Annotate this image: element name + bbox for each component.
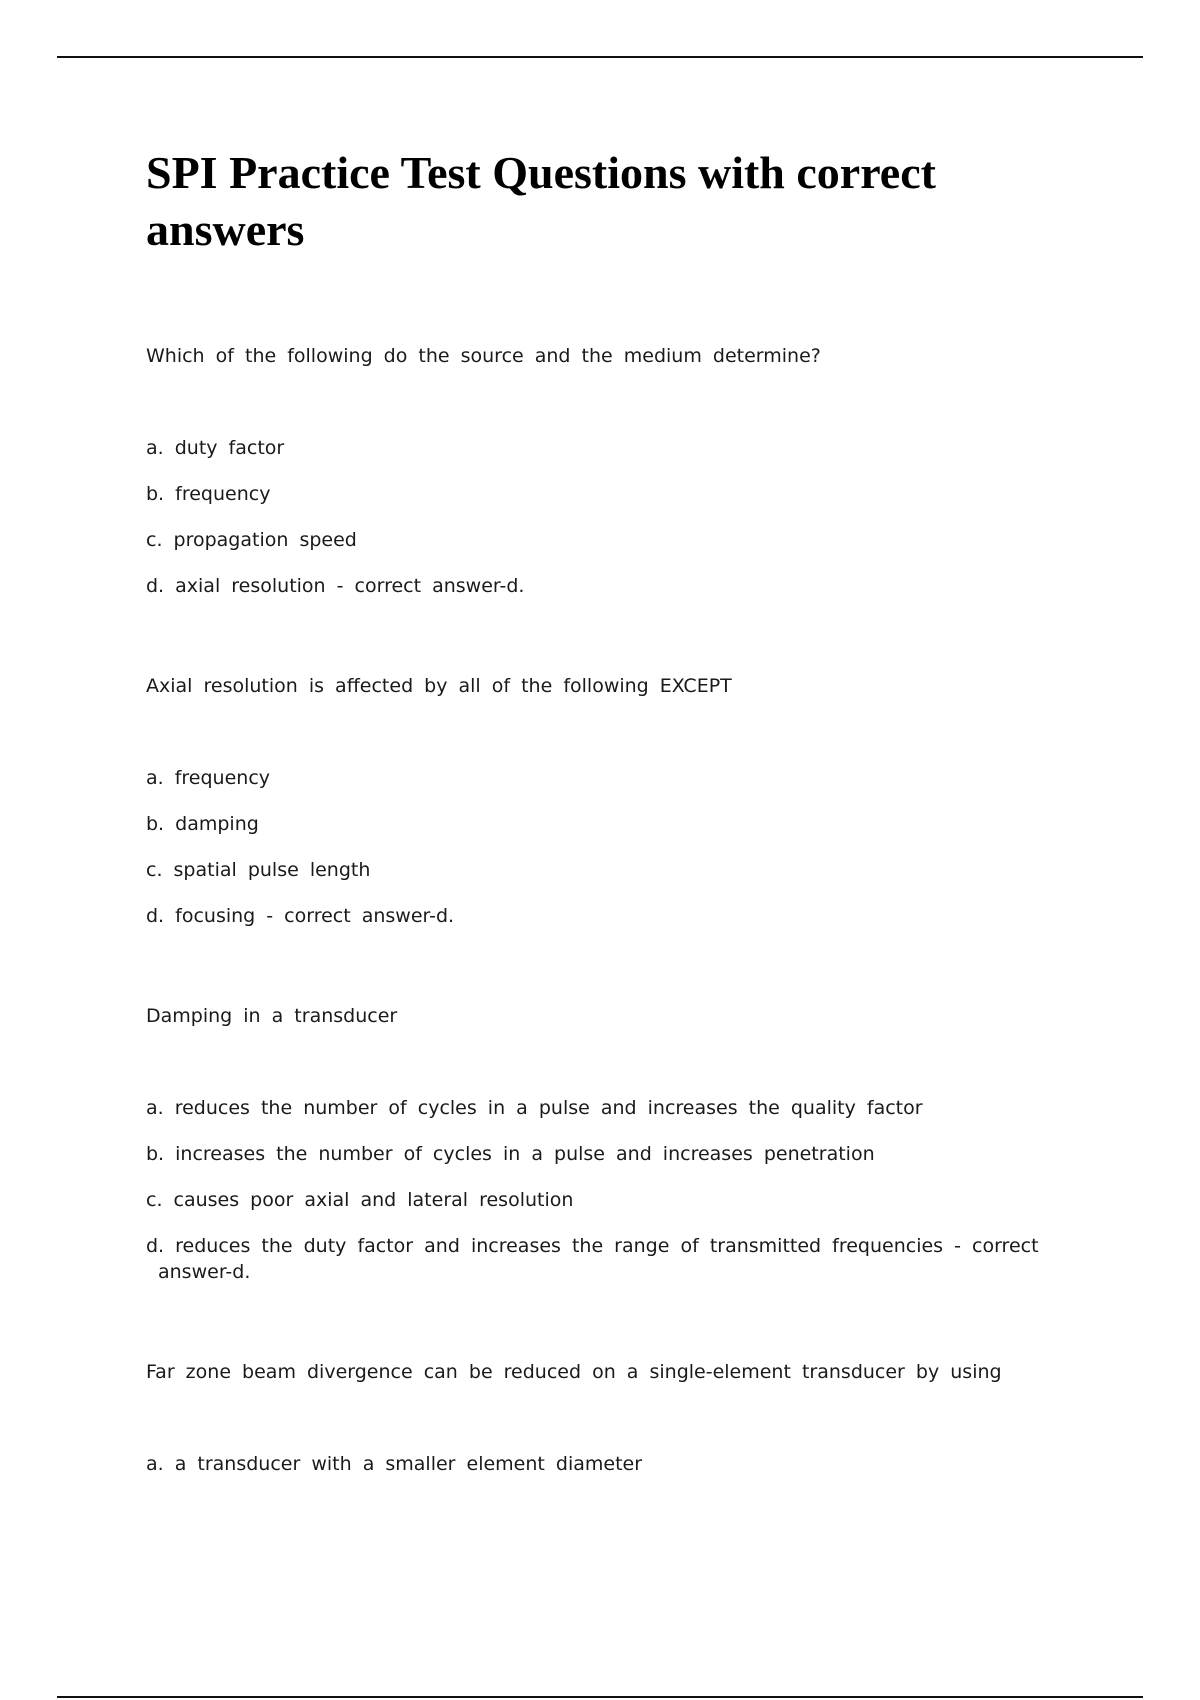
option-b: b. increases the number of cycles in a pulse and increases penetration: [146, 1143, 875, 1165]
title-line-1: SPI Practice Test Questions with correct: [146, 147, 936, 198]
option-d: d. focusing - correct answer-d.: [146, 905, 455, 927]
question-block-4: [146, 1360, 1046, 1477]
question-text: Which of the following do the source and the medium determine?: [146, 345, 821, 367]
option-d: [146, 1233, 1046, 1285]
bottom-rule: [57, 1696, 1143, 1698]
option-d-line-1: d. reduces the duty factor and increases the range of transmitted frequencies - correct: [146, 1235, 1039, 1257]
question-block-3: [146, 1004, 1046, 1285]
title-line-2: answers: [146, 204, 305, 255]
option-b: b. frequency: [146, 483, 271, 505]
top-rule: [57, 56, 1143, 58]
question-block-1: [146, 344, 1046, 599]
option-d: d. axial resolution - correct answer-d.: [146, 575, 525, 597]
option-a: a. a transducer with a smaller element diameter: [146, 1453, 643, 1475]
question-text: Far zone beam divergence can be reduced on a single-element transducer by using: [146, 1361, 1002, 1383]
option-b: b. damping: [146, 813, 259, 835]
document-title: [146, 144, 1046, 258]
option-a: a. reduces the number of cycles in a pulse and increases the quality factor: [146, 1097, 923, 1119]
option-c: c. causes poor axial and lateral resolution: [146, 1189, 574, 1211]
question-text: Axial resolution is affected by all of the following EXCEPT: [146, 675, 732, 697]
option-c: c. spatial pulse length: [146, 859, 371, 881]
question-block-2: [146, 674, 1046, 929]
document-body: [146, 144, 1046, 1497]
option-a: a. duty factor: [146, 437, 285, 459]
option-c: c. propagation speed: [146, 529, 357, 551]
option-d-line-2: answer-d.: [158, 1261, 251, 1283]
option-a: a. frequency: [146, 767, 271, 789]
question-text: Damping in a transducer: [146, 1005, 398, 1027]
